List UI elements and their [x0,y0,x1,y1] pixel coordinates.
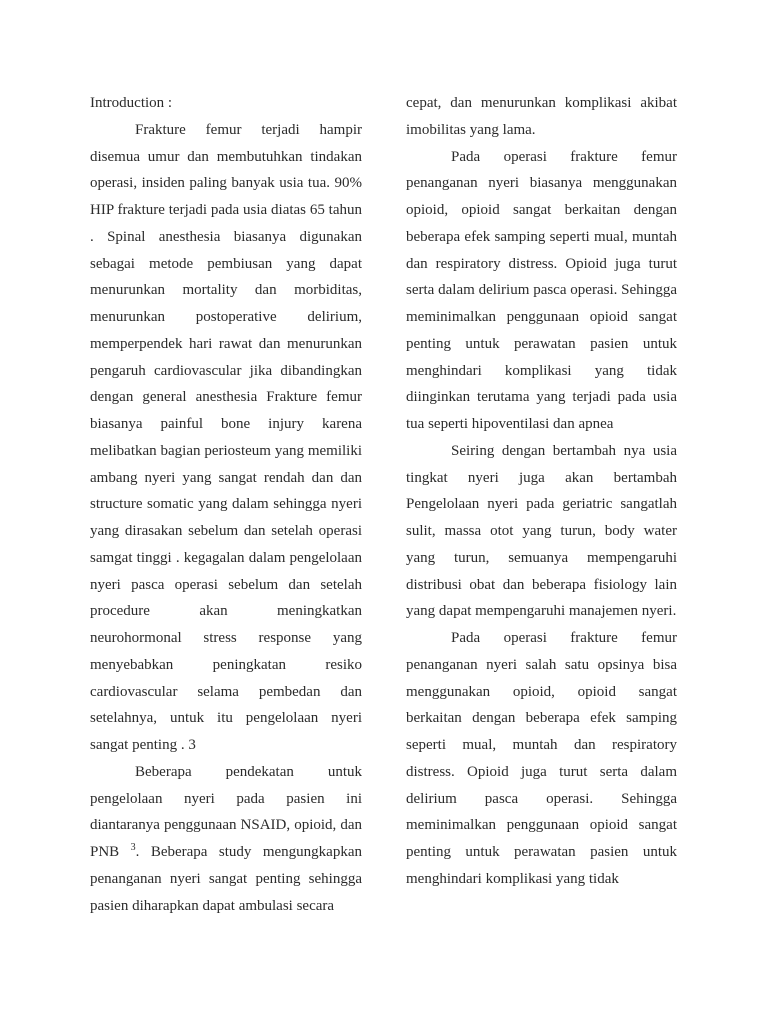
citation-superscript: 3 [130,842,136,853]
paragraph-opioid-effects: Pada operasi frakture femur penanganan nyeri biasanya menggunakan opioid, opioid sangat berkaitan dengan beberapa efek samping seperti mual, muntah dan respiratory distress. Opioid juga turut serta dalam delirium pasca operasi. Sehingga meminimalkan penggunaan opioid sangat penting untuk perawatan pasien untuk menghindari komplikasi yang tidak diinginkan terutama yang terjadi pada usia tua seperti hipoventilasi dan apnea [406,148,677,432]
paragraph-text: Beberapa pendekatan untuk pengelolaan nyeri pada pasien ini diantaranya penggunaan NSAID, opioid, dan PNB [90,763,362,860]
paragraph-pain-approaches [90,759,362,920]
paragraph-opioid-option: Pada operasi frakture femur penanganan nyeri salah satu opsinya bisa menggunakan opioid, opioid sangat berkaitan dengan beberapa efek samping seperti mual, muntah dan respiratory distress. Opioid juga turut serta dalam delirium pasca operasi. Sehingga meminimalkan penggunaan opioid sangat penting untuk perawatan pasien untuk menghindari komplikasi yang tidak [406,630,677,887]
section-heading: Introduction : [90,95,173,111]
left-column [90,90,362,919]
paragraph-continuation: cepat, dan menurunkan komplikasi akibat imobilitas yang lama. [406,95,677,138]
paragraph-text: . Beberapa study mengungkapkan penanganan nyeri sangat penting sehingga pasien diharapkan dapat ambulasi secara [90,844,362,914]
paragraph-fracture-intro: Frakture femur terjadi hampir disemua umur dan membutuhkan tindakan operasi, insiden paling banyak usia tua. 90% HIP frakture terjadi pada usia diatas 65 tahun . Spinal anesthesia biasanya digunakan sebagai metode pembiusan yang dapat menurunkan mortality dan morbiditas, menurunkan postoperative delirium, memperpendek hari rawat dan menurunkan pengaruh cardiovascular jika dibandingkan dengan general anesthesia Frakture femur biasanya painful bone injury karena melibatkan bagian periosteum yang memiliki ambang nyeri yang sangat rendah dan dan structure somatic yang dalam sehingga nyeri yang dirasakan sebelum dan setelah operasi samgat tinggi . kegagalan dalam pengelolaan nyeri pasca operasi sebelum dan setelah procedure akan meningkatkan neurohormonal stress response yang menyebabkan peningkatan resiko cardiovascular selama pembedan dan setelahnya, untuk itu pengelolaan nyeri sangat penting . 3 [90,121,362,753]
right-column [406,90,677,893]
paragraph-geriatric-pain: Seiring dengan bertambah nya usia tingkat nyeri juga akan bertambah Pengelolaan nyeri pada geriatric sangatlah sulit, massa otot yang turun, body water yang turun, semuanya mempengaruhi distribusi obat dan beberapa fisiology lain yang dapat mempengaruhi manajemen nyeri. [406,442,677,620]
